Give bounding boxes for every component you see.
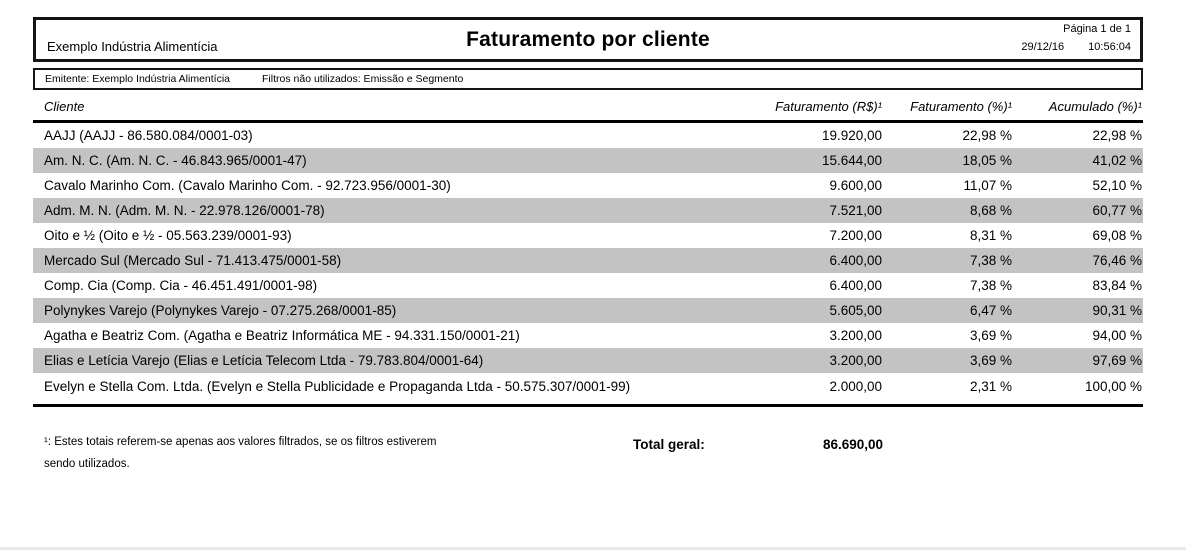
date-time	[1021, 41, 1131, 53]
total-value: 86.690,00	[822, 437, 883, 452]
cell-faturamento-pct: 8,68 %	[883, 198, 1013, 223]
cell-faturamento: 7.521,00	[738, 198, 883, 223]
report-header	[33, 17, 1143, 62]
report-time: 10:56:04	[1088, 41, 1131, 53]
cell-acumulado-pct: 41,02 %	[1013, 148, 1143, 173]
cell-cliente: Evelyn e Stella Com. Ltda. (Evelyn e Stella Publicidade e Propaganda Ltda - 50.575.307/0001-99)	[44, 378, 631, 394]
column-header-acumulado-pct: Acumulado (%)¹	[1013, 97, 1143, 121]
page-info-block	[1021, 23, 1131, 53]
report-date: 29/12/16	[1021, 41, 1065, 53]
cell-faturamento-pct: 11,07 %	[963, 177, 1012, 193]
cell-faturamento-pct: 7,38 %	[883, 248, 1013, 273]
cell-cliente: Polynykes Varejo (Polynykes Varejo - 07.275.268/0001-85)	[33, 298, 738, 323]
table-row	[33, 323, 1143, 348]
emitter-filters-bar	[33, 68, 1143, 90]
cell-faturamento-pct: 6,47 %	[883, 298, 1013, 323]
cell-faturamento: 6.400,00	[829, 277, 882, 293]
table-row	[33, 121, 1143, 148]
cell-cliente: Am. N. C. (Am. N. C. - 46.843.965/0001-47)	[33, 148, 738, 173]
table-row	[33, 148, 1143, 173]
company-name: Exemplo Indústria Alimentícia	[47, 39, 218, 54]
cell-faturamento-pct: 8,31 %	[969, 227, 1012, 243]
table-row	[33, 198, 1143, 223]
cell-acumulado-pct: 52,10 %	[1092, 177, 1142, 193]
table-row	[33, 373, 1143, 406]
cell-acumulado-pct: 97,69 %	[1013, 348, 1143, 373]
cell-faturamento-pct: 18,05 %	[883, 148, 1013, 173]
cell-cliente: Adm. M. N. (Adm. M. N. - 22.978.126/0001-78)	[33, 198, 738, 223]
cell-faturamento-pct: 22,98 %	[962, 127, 1012, 143]
cell-acumulado-pct: 69,08 %	[1092, 227, 1142, 243]
table-body	[33, 121, 1143, 405]
cell-acumulado-pct: 83,84 %	[1092, 277, 1142, 293]
cell-cliente: Oito e ½ (Oito e ½ - 05.563.239/0001-93)	[44, 227, 292, 243]
footnote	[44, 431, 584, 475]
table-row	[33, 223, 1143, 248]
cell-faturamento: 9.600,00	[829, 177, 882, 193]
cell-cliente: Mercado Sul (Mercado Sul - 71.413.475/0001-58)	[33, 248, 738, 273]
cell-faturamento: 2.000,00	[829, 378, 882, 394]
cell-acumulado-pct: 60,77 %	[1013, 198, 1143, 223]
column-header-faturamento-pct: Faturamento (%)¹	[883, 97, 1013, 121]
cell-cliente: Comp. Cia (Comp. Cia - 46.451.491/0001-98)	[44, 277, 318, 293]
revenue-table	[33, 97, 1143, 407]
cell-faturamento: 19.920,00	[821, 127, 882, 143]
cell-faturamento-pct: 3,69 %	[969, 327, 1012, 343]
cell-faturamento: 3.200,00	[738, 348, 883, 373]
total-label: Total geral:	[633, 437, 705, 452]
table-header	[33, 97, 1143, 121]
cell-cliente: AAJJ (AAJJ - 86.580.084/0001-03)	[44, 127, 253, 143]
cell-acumulado-pct: 100,00 %	[1084, 378, 1142, 394]
emitter-label: Emitente: Exemplo Indústria Alimentícia	[45, 73, 231, 85]
cell-cliente: Elias e Letícia Varejo (Elias e Letícia Telecom Ltda - 79.783.804/0001-64)	[33, 348, 738, 373]
cell-acumulado-pct: 76,46 %	[1013, 248, 1143, 273]
footnote-line-1: ¹: Estes totais referem-se apenas aos valores filtrados, se os filtros estiverem	[44, 436, 437, 448]
column-header-cliente: Cliente	[33, 97, 738, 121]
page-number: Página 1 de 1	[1063, 23, 1131, 35]
cell-faturamento: 6.400,00	[738, 248, 883, 273]
table-row	[33, 298, 1143, 323]
table-row	[33, 273, 1143, 298]
cell-acumulado-pct: 94,00 %	[1092, 327, 1142, 343]
cell-faturamento: 5.605,00	[738, 298, 883, 323]
cell-acumulado-pct: 90,31 %	[1013, 298, 1143, 323]
cell-faturamento-pct: 7,38 %	[969, 277, 1012, 293]
cell-faturamento-pct: 2,31 %	[969, 378, 1012, 394]
cell-faturamento: 3.200,00	[829, 327, 882, 343]
page-title: Faturamento por cliente	[466, 28, 710, 51]
table-row	[33, 248, 1143, 273]
cell-faturamento: 15.644,00	[738, 148, 883, 173]
footnote-line-2: sendo utilizados.	[44, 458, 130, 470]
unused-filters-label: Filtros não utilizados: Emissão e Segmento	[262, 73, 464, 85]
cell-cliente: Cavalo Marinho Com. (Cavalo Marinho Com. - 92.723.956/0001-30)	[44, 177, 451, 193]
cell-acumulado-pct: 22,98 %	[1092, 127, 1142, 143]
column-header-faturamento: Faturamento (R$)¹	[738, 97, 883, 121]
cell-cliente: Agatha e Beatriz Com. (Agatha e Beatriz Informática ME - 94.331.150/0001-21)	[44, 327, 520, 343]
page-bottom-divider	[0, 547, 1186, 550]
table-row	[33, 348, 1143, 373]
cell-faturamento-pct: 3,69 %	[883, 348, 1013, 373]
table-row	[33, 173, 1143, 198]
cell-faturamento: 7.200,00	[829, 227, 882, 243]
